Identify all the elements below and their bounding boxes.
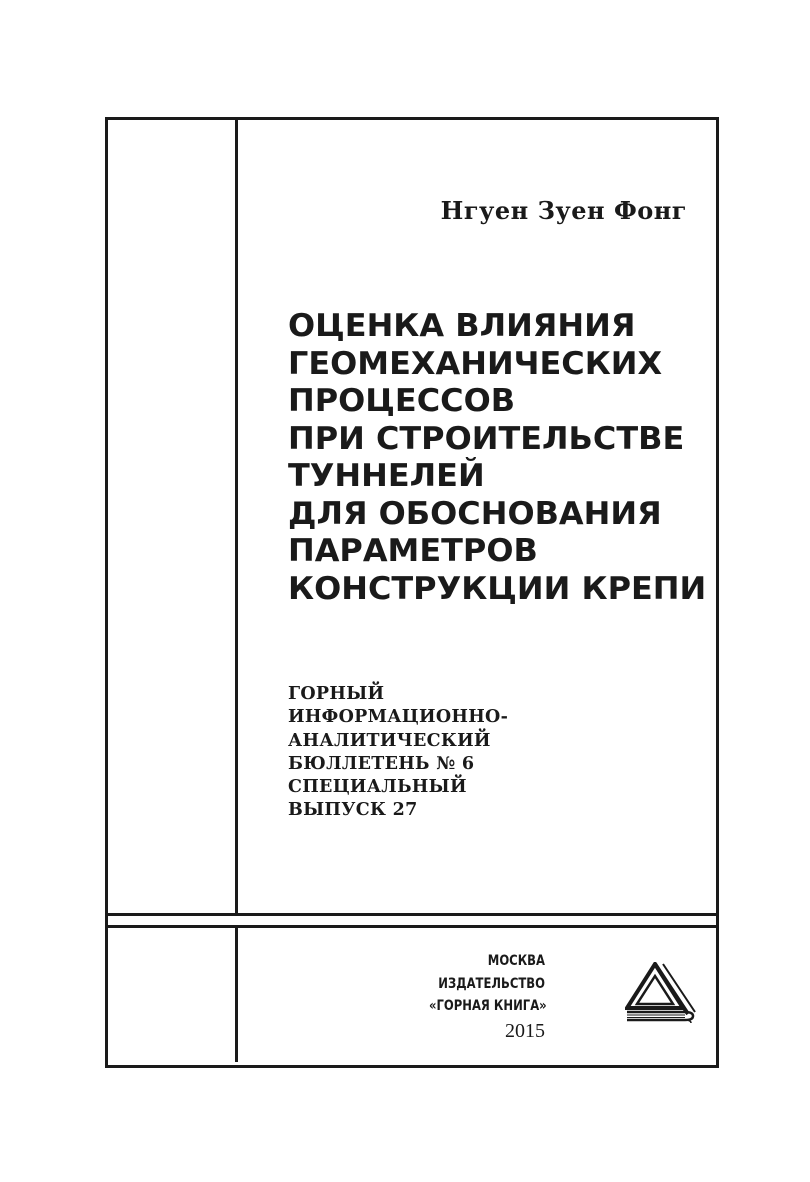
book-title <box>288 308 721 608</box>
publication-year: 2015 <box>505 1020 545 1042</box>
series-line: ВЫПУСК 27 <box>288 800 418 821</box>
series-line: АНАЛИТИЧЕСКИЙ <box>288 730 491 751</box>
publisher-label: ИЗДАТЕЛЬСТВО <box>438 975 545 992</box>
left-vertical-rule <box>235 120 238 914</box>
publisher-name: «ГОРНАЯ КНИГА» <box>429 998 547 1014</box>
author-name: Нгуен Зуен Фонг <box>440 196 687 225</box>
series-info <box>288 683 668 823</box>
title-line: КОНСТРУКЦИИ КРЕПИ <box>288 570 707 607</box>
title-line: ГЕОМЕХАНИЧЕСКИХ <box>288 345 663 382</box>
publisher-city: МОСКВА <box>487 953 545 969</box>
publisher-logo-icon <box>625 962 699 1026</box>
title-line: ОЦЕНКА ВЛИЯНИЯ <box>288 308 636 344</box>
horizontal-rule-lower <box>105 925 719 928</box>
horizontal-rule-upper <box>105 913 719 916</box>
title-line: ТУННЕЛЕЙ <box>288 458 485 494</box>
left-vertical-rule-lower <box>235 927 238 1062</box>
series-line: ИНФОРМАЦИОННО- <box>288 707 509 728</box>
publisher-info <box>429 950 545 1018</box>
series-line: СПЕЦИАЛЬНЫЙ <box>288 777 467 798</box>
title-line: ПРОЦЕССОВ <box>288 383 516 419</box>
title-line: ДЛЯ ОБОСНОВАНИЯ <box>288 495 662 532</box>
series-line: ГОРНЫЙ <box>288 684 385 704</box>
title-line: ПАРАМЕТРОВ <box>288 533 538 569</box>
series-line: БЮЛЛЕТЕНЬ № 6 <box>288 753 475 774</box>
title-line: ПРИ СТРОИТЕЛЬСТВЕ <box>288 420 685 457</box>
